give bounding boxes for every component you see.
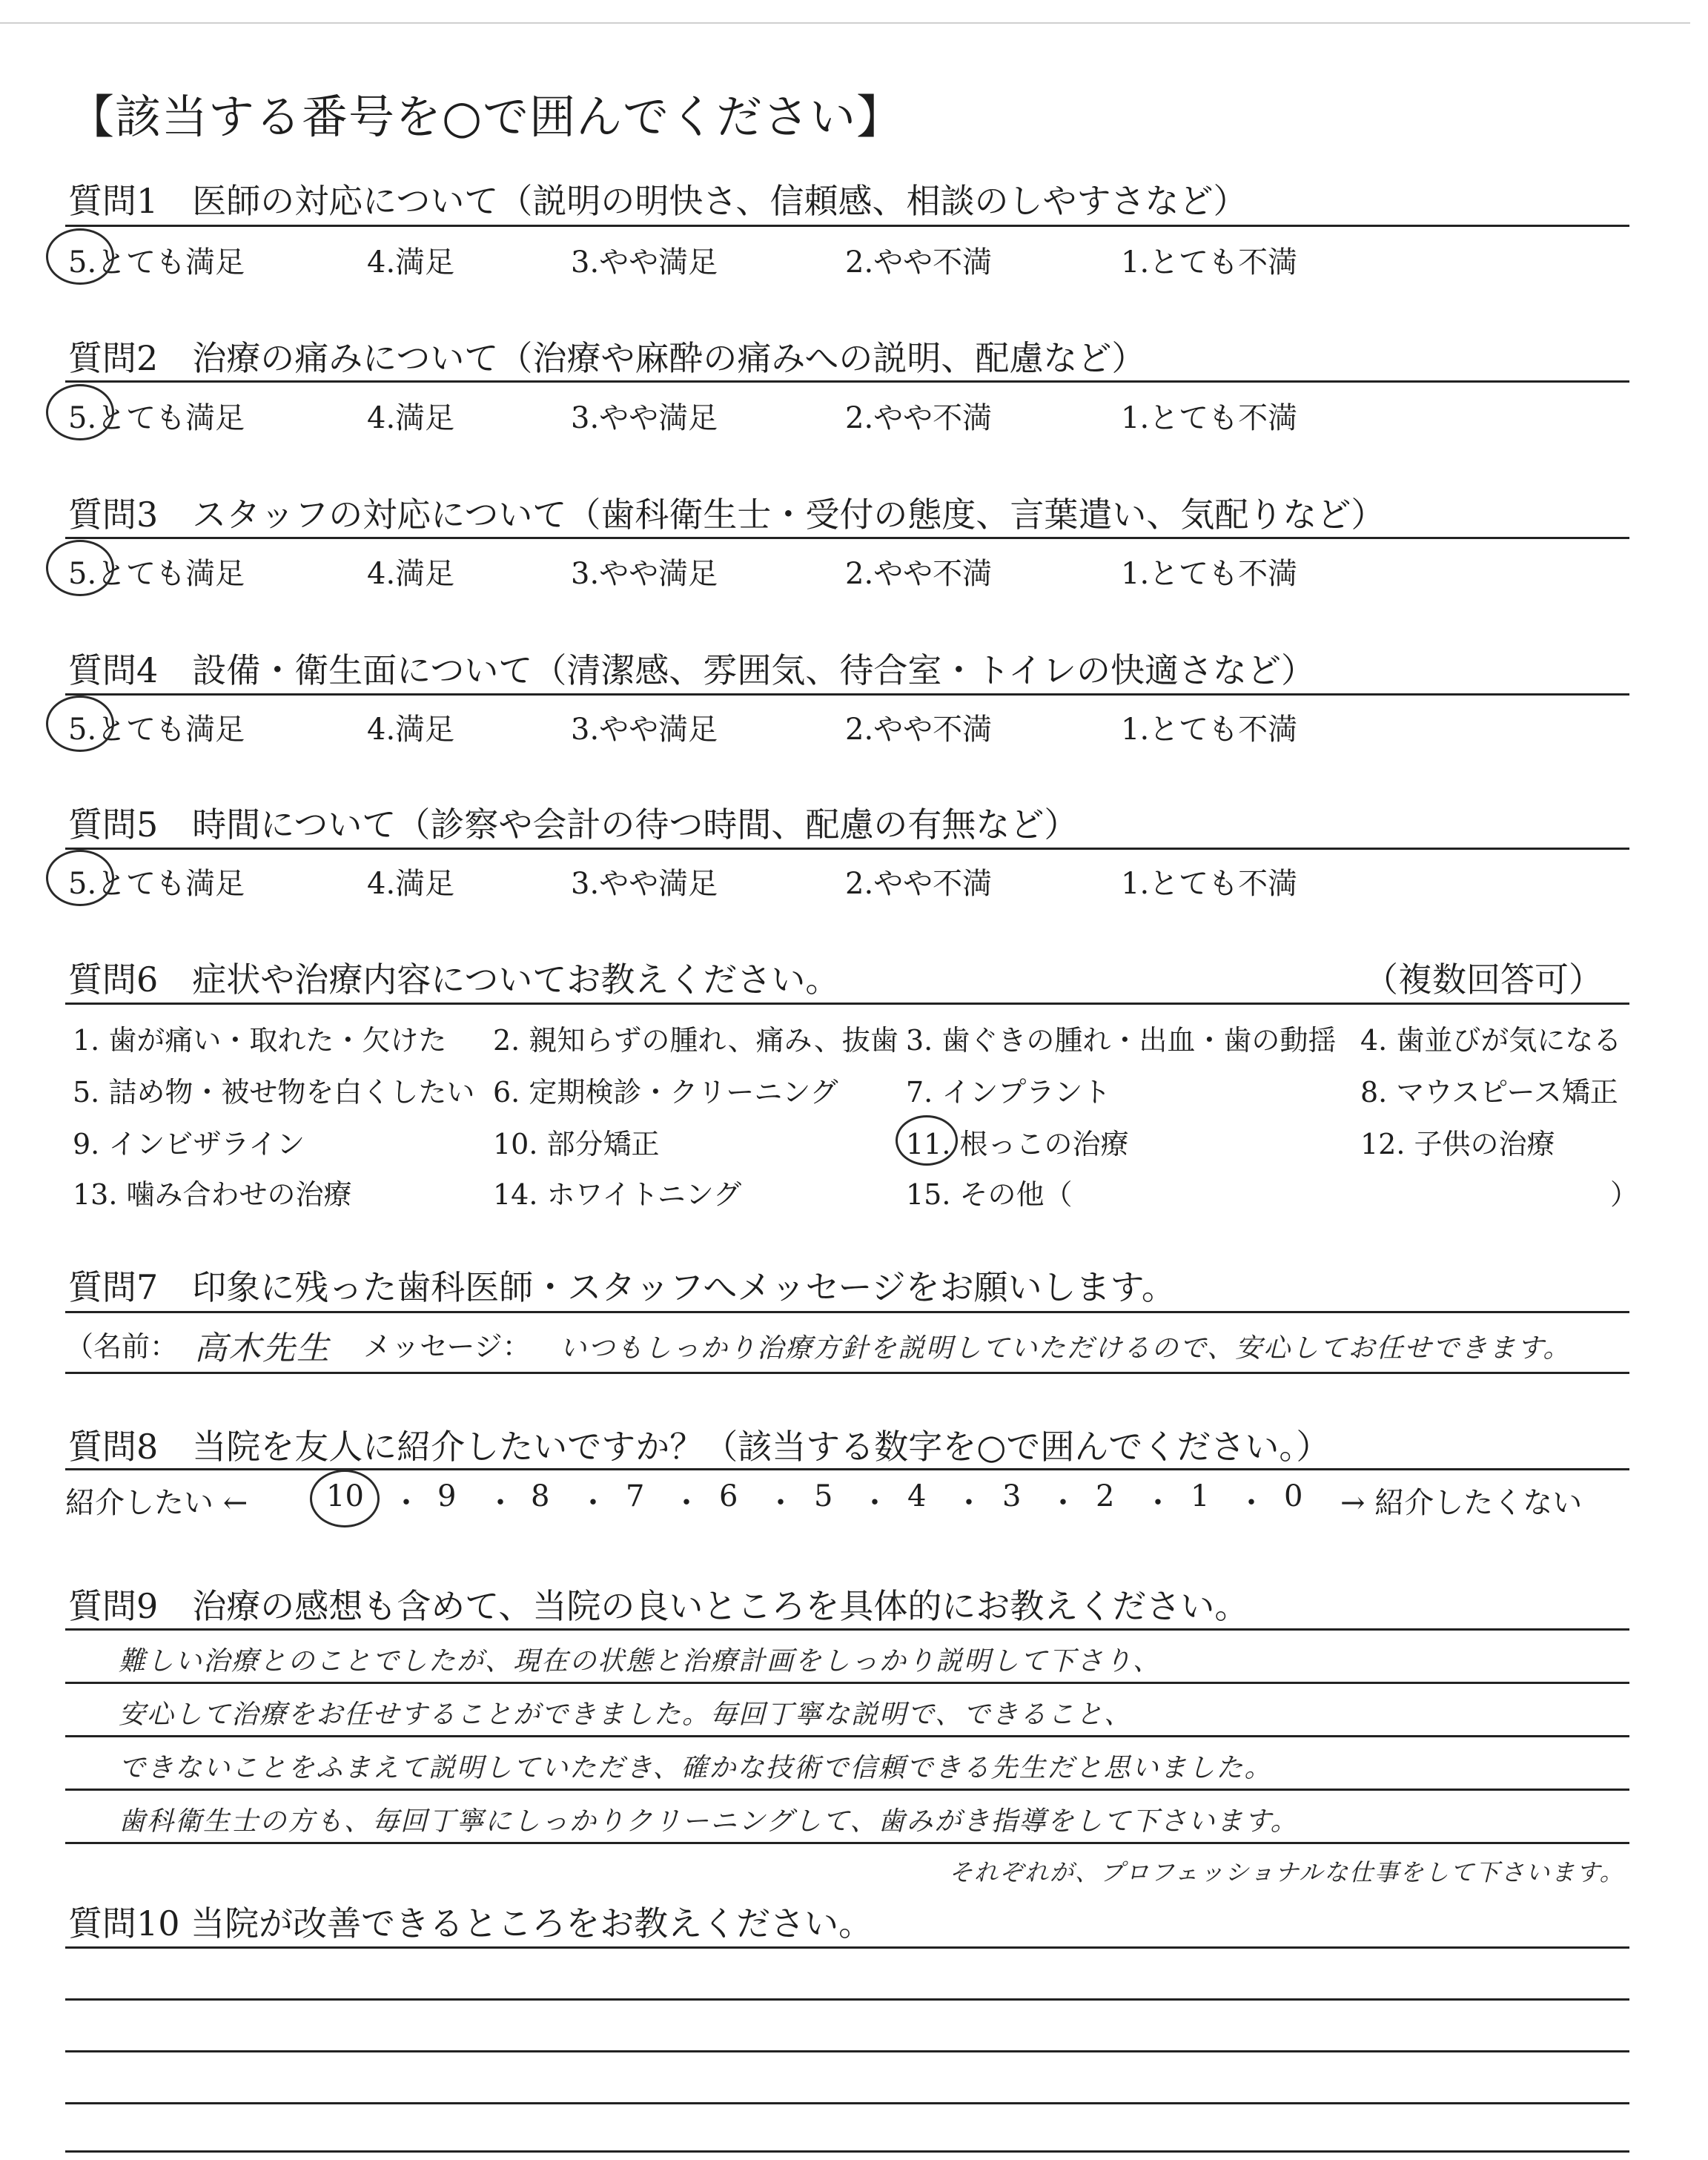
q6-selection-circle: [896, 1115, 958, 1166]
q2-option-2[interactable]: 2.やや不満: [845, 401, 993, 435]
q1-option-5[interactable]: 5.とても満足: [68, 245, 245, 280]
q1-title: 質問1 医師の対応について（説明の明快さ、信頼感、相談のしやすさなど）: [68, 181, 1248, 221]
q1-option-4[interactable]: 4.満足: [367, 245, 455, 280]
page-title: 【該当する番号を○で囲んでください】: [68, 90, 904, 144]
q1-option-1[interactable]: 1.とても不満: [1121, 245, 1298, 280]
q5-option-5[interactable]: 5.とても満足: [68, 867, 245, 901]
q9-rule-4: [65, 1789, 1629, 1791]
q6-option-8[interactable]: 8. マウスピース矯正: [1360, 1076, 1618, 1109]
q8-scale-5[interactable]: 5: [814, 1479, 833, 1513]
q10-rule-2: [65, 1998, 1629, 2001]
q8-sep: ・: [578, 1486, 608, 1520]
q10-rule-3: [65, 2050, 1629, 2052]
q6-option-15[interactable]: 15. その他（: [906, 1178, 1073, 1211]
q3-title: 質問3 スタッフの対応について（歯科衛生士・受付の態度、言葉遣い、気配りなど）: [68, 495, 1386, 535]
q3-rule: [65, 537, 1629, 539]
q8-right-label: → 紹介したくない: [1340, 1486, 1583, 1520]
q9-answer-line-3[interactable]: できないことをふまえて説明していただき、確かな技術で信頼できる先生だと思いました。: [119, 1753, 1273, 1783]
q4-rule: [65, 693, 1629, 696]
q9-rule-5: [65, 1842, 1629, 1844]
q5-title: 質問5 時間について（診察や会計の待つ時間、配慮の有無など）: [68, 805, 1079, 845]
q7-title: 質問7 印象に残った歯科医師・スタッフへメッセージをお願いします。: [68, 1267, 1176, 1307]
q8-rule: [65, 1468, 1629, 1470]
q6-option-5[interactable]: 5. 詰め物・被せ物を白くしたい: [73, 1076, 475, 1109]
q4-title: 質問4 設備・衛生面について（清潔感、雰囲気、待合室・トイレの快適さなど）: [68, 650, 1316, 690]
q8-scale-2[interactable]: 2: [1096, 1479, 1115, 1513]
q10-rule-5: [65, 2150, 1629, 2153]
q4-option-5[interactable]: 5.とても満足: [68, 713, 245, 747]
q5-option-4[interactable]: 4.満足: [367, 867, 455, 901]
q5-option-3[interactable]: 3.やや満足: [571, 867, 718, 901]
q8-scale-9[interactable]: 9: [437, 1479, 457, 1513]
q1-selection-circle: [46, 228, 114, 285]
q8-title: 質問8 当院を友人に紹介したいですか？（該当する数字を○で囲んでください。）: [68, 1427, 1331, 1467]
q6-option-9[interactable]: 9. インビザライン: [73, 1128, 305, 1160]
q3-selection-circle: [46, 540, 114, 596]
q8-sep: ・: [672, 1486, 701, 1520]
q5-selection-circle: [46, 850, 114, 906]
q6-option-3[interactable]: 3. 歯ぐきの腫れ・出血・歯の動揺: [906, 1024, 1337, 1057]
scan-edge-line: [0, 22, 1690, 24]
q10-title: 質問10 当院が改善できるところをお教えください。: [68, 1903, 873, 1943]
q1-option-2[interactable]: 2.やや不満: [845, 245, 993, 280]
q9-rule-3: [65, 1735, 1629, 1737]
q6-option-2[interactable]: 2. 親知らずの腫れ、痛み、抜歯: [493, 1024, 898, 1057]
q4-option-2[interactable]: 2.やや不満: [845, 713, 993, 747]
q6-option-4[interactable]: 4. 歯並びが気になる: [1360, 1024, 1622, 1057]
q8-sep: ・: [1237, 1486, 1266, 1520]
q8-scale-6[interactable]: 6: [719, 1479, 738, 1513]
q2-option-1[interactable]: 1.とても不満: [1121, 401, 1298, 435]
q2-option-5[interactable]: 5.とても満足: [68, 401, 245, 435]
q8-sep: ・: [954, 1486, 984, 1520]
q8-scale-8[interactable]: 8: [531, 1479, 550, 1513]
q6-option-11[interactable]: 11. 根っこの治療: [906, 1128, 1129, 1160]
q7-rule-bottom: [65, 1372, 1629, 1374]
q6-multi-note: （複数回答可）: [1364, 960, 1603, 1000]
q7-name-handwritten[interactable]: 高木先生: [194, 1330, 331, 1367]
q8-scale-7[interactable]: 7: [626, 1479, 645, 1513]
q6-rule: [65, 1003, 1629, 1005]
q9-answer-line-2[interactable]: 安心して治療をお任せすることができました。毎回丁寧な説明で、できること、: [119, 1700, 1133, 1730]
q3-option-4[interactable]: 4.満足: [367, 557, 455, 591]
q10-rule-4: [65, 2102, 1629, 2104]
q3-option-2[interactable]: 2.やや不満: [845, 557, 993, 591]
q8-scale-3[interactable]: 3: [1002, 1479, 1022, 1513]
q8-sep: ・: [486, 1486, 515, 1520]
q7-rule-top: [65, 1311, 1629, 1313]
q2-option-3[interactable]: 3.やや満足: [571, 401, 718, 435]
q3-option-5[interactable]: 5.とても満足: [68, 557, 245, 591]
q9-answer-line-5[interactable]: それぞれが、プロフェッショナルな仕事をして下さいます。: [949, 1858, 1625, 1886]
q2-selection-circle: [46, 384, 114, 440]
q9-rule-2: [65, 1682, 1629, 1684]
q6-option-6[interactable]: 6. 定期検診・クリーニング: [493, 1076, 838, 1109]
q1-rule: [65, 225, 1629, 227]
q8-sep: ・: [1143, 1486, 1173, 1520]
q3-option-1[interactable]: 1.とても不満: [1121, 557, 1298, 591]
q8-sep: ・: [1048, 1486, 1078, 1520]
q9-title: 質問9 治療の感想も含めて、当院の良いところを具体的にお教えください。: [68, 1586, 1249, 1626]
q7-name-label: （名前：: [65, 1330, 179, 1363]
q6-option-1[interactable]: 1. 歯が痛い・取れた・欠けた: [73, 1024, 447, 1057]
q4-option-1[interactable]: 1.とても不満: [1121, 713, 1298, 747]
q4-option-3[interactable]: 3.やや満足: [571, 713, 718, 747]
q8-sep: ・: [391, 1486, 421, 1520]
q5-option-1[interactable]: 1.とても不満: [1121, 867, 1298, 901]
q2-title: 質問2 治療の痛みについて（治療や麻酔の痛みへの説明、配慮など）: [68, 338, 1146, 378]
q8-sep: ・: [766, 1486, 795, 1520]
q6-option-10[interactable]: 10. 部分矯正: [493, 1128, 660, 1160]
q8-left-label: 紹介したい ←: [65, 1486, 248, 1520]
q8-scale-10[interactable]: 10: [326, 1479, 364, 1513]
q8-scale-1[interactable]: 1: [1191, 1479, 1210, 1513]
q6-option-12[interactable]: 12. 子供の治療: [1360, 1128, 1555, 1160]
q6-option-7[interactable]: 7. インプラント: [906, 1076, 1111, 1109]
q9-rule-1: [65, 1628, 1629, 1631]
q6-option-13[interactable]: 13. 噛み合わせの治療: [73, 1178, 352, 1211]
q7-message-label: メッセージ：: [363, 1330, 531, 1363]
q8-scale-4[interactable]: 4: [907, 1479, 927, 1513]
q2-option-4[interactable]: 4.満足: [367, 401, 455, 435]
q9-answer-line-4[interactable]: 歯科衛生士の方も、毎回丁寧にしっかりクリーニングして、歯みがき指導をして下さいます。: [119, 1806, 1299, 1837]
q6-title: 質問6 症状や治療内容についてお教えください。: [68, 960, 840, 1000]
q3-option-3[interactable]: 3.やや満足: [571, 557, 718, 591]
q6-other-close-paren: ）: [1610, 1178, 1639, 1211]
q5-rule: [65, 848, 1629, 850]
q4-selection-circle: [46, 696, 114, 752]
q8-scale-0[interactable]: 0: [1284, 1479, 1303, 1513]
q8-sep: ・: [860, 1486, 890, 1520]
q10-rule-1: [65, 1946, 1629, 1949]
q8-selection-circle: [310, 1470, 380, 1527]
q7-message-handwritten[interactable]: いつもしっかり治療方針を説明していただけるので、安心してお任せできます。: [560, 1333, 1572, 1364]
q5-option-2[interactable]: 2.やや不満: [845, 867, 993, 901]
q1-option-3[interactable]: 3.やや満足: [571, 245, 718, 280]
q4-option-4[interactable]: 4.満足: [367, 713, 455, 747]
q2-rule: [65, 380, 1629, 383]
q6-option-14[interactable]: 14. ホワイトニング: [493, 1178, 742, 1211]
q9-answer-line-1[interactable]: 難しい治療とのことでしたが、現在の状態と治療計画をしっかり説明して下さり、: [119, 1646, 1162, 1677]
